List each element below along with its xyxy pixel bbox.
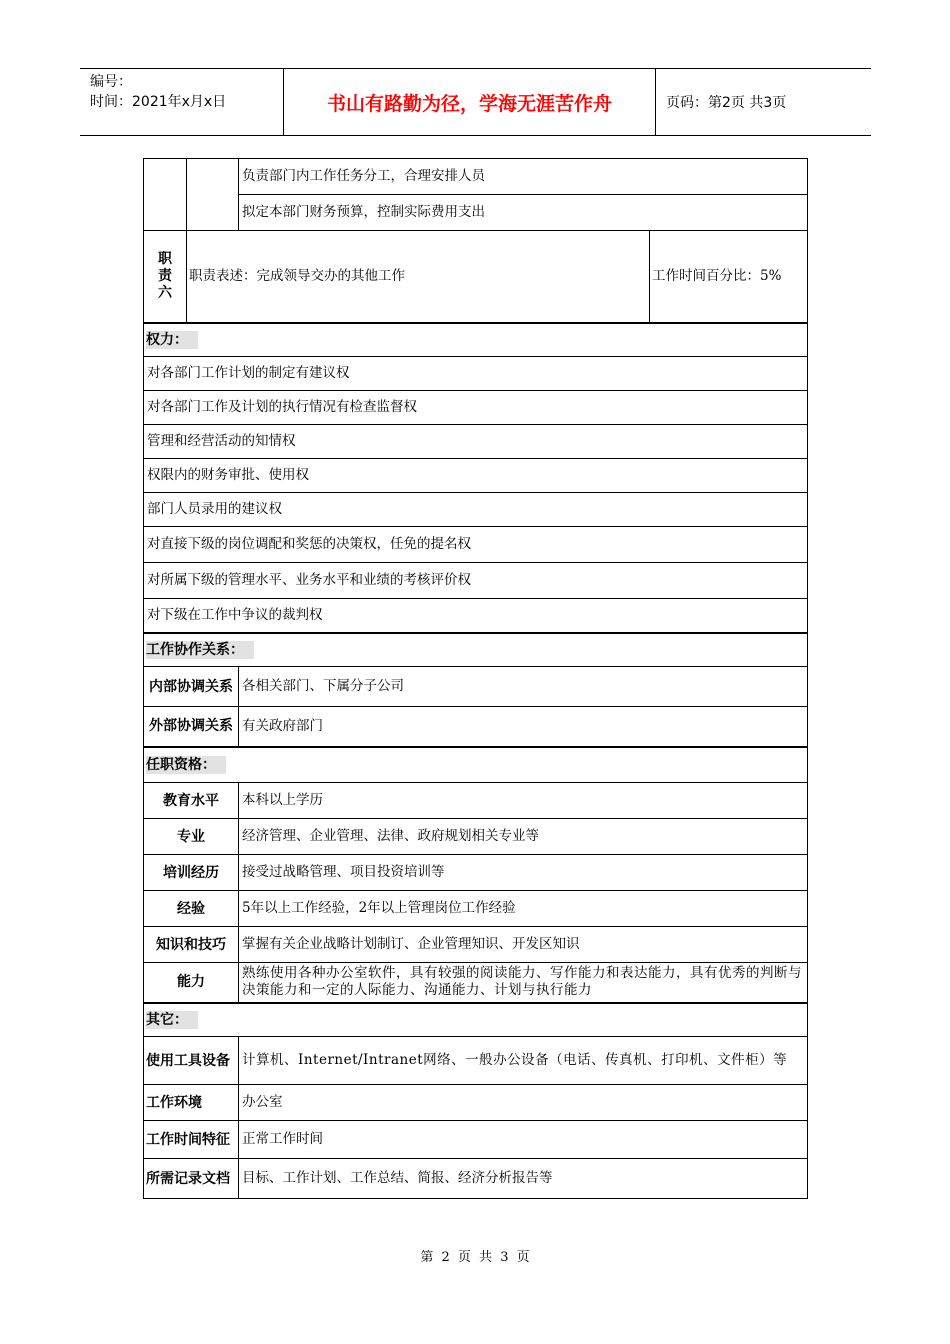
- qualifications-title: 任职资格：: [146, 756, 226, 774]
- qualification-label: 教育水平: [144, 783, 239, 819]
- duty-detail-row: [144, 195, 808, 231]
- qualification-label: 专业: [144, 819, 239, 855]
- qualification-value: 熟练使用各种办公室软件，具有较强的阅读能力、写作能力和表达能力，具有优秀的判断与决策能力和一定的人际能力、沟通能力、计划与执行能力: [239, 963, 808, 1003]
- power-item: 部门人员录用的建议权: [144, 493, 808, 527]
- relation-row: [144, 707, 808, 747]
- other-value: 办公室: [239, 1085, 808, 1121]
- power-row: [144, 563, 808, 599]
- qualification-label: 能力: [144, 963, 239, 1003]
- qualification-value: 5年以上工作经验，2年以上管理岗位工作经验: [239, 891, 808, 927]
- other-row: [144, 1085, 808, 1121]
- header-motto: 书山有路勤为径，学海无涯苦作舟: [284, 69, 656, 135]
- page-footer: 第 2 页 共 3 页: [420, 1250, 530, 1265]
- power-row: [144, 459, 808, 493]
- relation-row: [144, 667, 808, 707]
- power-item: 管理和经营活动的知情权: [144, 425, 808, 459]
- qualification-row: [144, 819, 808, 855]
- other-value: 目标、工作计划、工作总结、简报、经济分析报告等: [239, 1159, 808, 1199]
- qualification-label: 经验: [144, 891, 239, 927]
- other-row: [144, 1121, 808, 1159]
- duty-detail: 负责部门内工作任务分工，合理安排人员: [239, 159, 808, 195]
- qualification-row: [144, 891, 808, 927]
- power-item: 对下级在工作中争议的裁判权: [144, 599, 808, 633]
- qualification-value: 经济管理、企业管理、法律、政府规划相关专业等: [239, 819, 808, 855]
- other-value: 正常工作时间: [239, 1121, 808, 1159]
- power-row: [144, 425, 808, 459]
- qualifications-section-header: [144, 747, 808, 783]
- header-meta: [80, 69, 284, 135]
- power-item: 对各部门工作及计划的执行情况有检查监督权: [144, 391, 808, 425]
- others-section-header: [144, 1003, 808, 1037]
- qualification-row: [144, 963, 808, 1003]
- power-item: 对各部门工作计划的制定有建议权: [144, 357, 808, 391]
- other-row: [144, 1159, 808, 1199]
- qualification-row: [144, 783, 808, 819]
- relation-label: 外部协调关系: [144, 707, 239, 747]
- power-row: [144, 527, 808, 563]
- other-label: 使用工具设备: [144, 1037, 239, 1085]
- duty-six-row: [144, 231, 808, 323]
- relations-section-header: [144, 633, 808, 667]
- document-date: 时间：2021年x月x日: [90, 94, 227, 110]
- relation-value: 各相关部门、下属分子公司: [239, 667, 808, 707]
- qualification-label: 知识和技巧: [144, 927, 239, 963]
- power-item: 权限内的财务审批、使用权: [144, 459, 808, 493]
- qualification-value: 本科以上学历: [239, 783, 808, 819]
- other-label: 所需记录文档: [144, 1159, 239, 1199]
- duty-six-label: 职责六: [144, 231, 187, 323]
- powers-section-header: [144, 323, 808, 357]
- qualification-row: [144, 855, 808, 891]
- other-value: 计算机、Internet/Intranet网络、一般办公设备（电话、传真机、打印机、文件柜）等: [239, 1037, 808, 1085]
- duty-six-statement: 职责表述：完成领导交办的其他工作: [187, 231, 650, 323]
- powers-title: 权力：: [146, 331, 198, 349]
- other-row: [144, 1037, 808, 1085]
- document-number: 编号：: [90, 74, 132, 90]
- power-row: [144, 493, 808, 527]
- header-page-number: 页码：第2页 共3页: [666, 95, 787, 111]
- qualification-row: [144, 927, 808, 963]
- relation-label: 内部协调关系: [144, 667, 239, 707]
- duty-six-time-share: 工作时间百分比：5%: [650, 231, 808, 323]
- duty-detail: 拟定本部门财务预算，控制实际费用支出: [239, 195, 808, 231]
- power-item: 对所属下级的管理水平、业务水平和业绩的考核评价权: [144, 563, 808, 599]
- qualification-value: 接受过战略管理、项目投资培训等: [239, 855, 808, 891]
- qualification-value: 掌握有关企业战略计划制订、企业管理知识、开发区知识: [239, 927, 808, 963]
- qualification-label: 培训经历: [144, 855, 239, 891]
- power-row: [144, 599, 808, 633]
- page-header: [80, 68, 871, 136]
- power-item: 对直接下级的岗位调配和奖惩的决策权，任免的提名权: [144, 527, 808, 563]
- relation-value: 有关政府部门: [239, 707, 808, 747]
- power-row: [144, 391, 808, 425]
- other-label: 工作环境: [144, 1085, 239, 1121]
- duty-sub-cell: [187, 159, 239, 231]
- duty-detail-row: [144, 159, 808, 195]
- relations-title: 工作协作关系：: [146, 641, 254, 659]
- others-title: 其它：: [146, 1011, 198, 1029]
- job-description-table: [143, 158, 808, 1199]
- duty-label-cell: [144, 159, 187, 231]
- power-row: [144, 357, 808, 391]
- other-label: 工作时间特征: [144, 1121, 239, 1159]
